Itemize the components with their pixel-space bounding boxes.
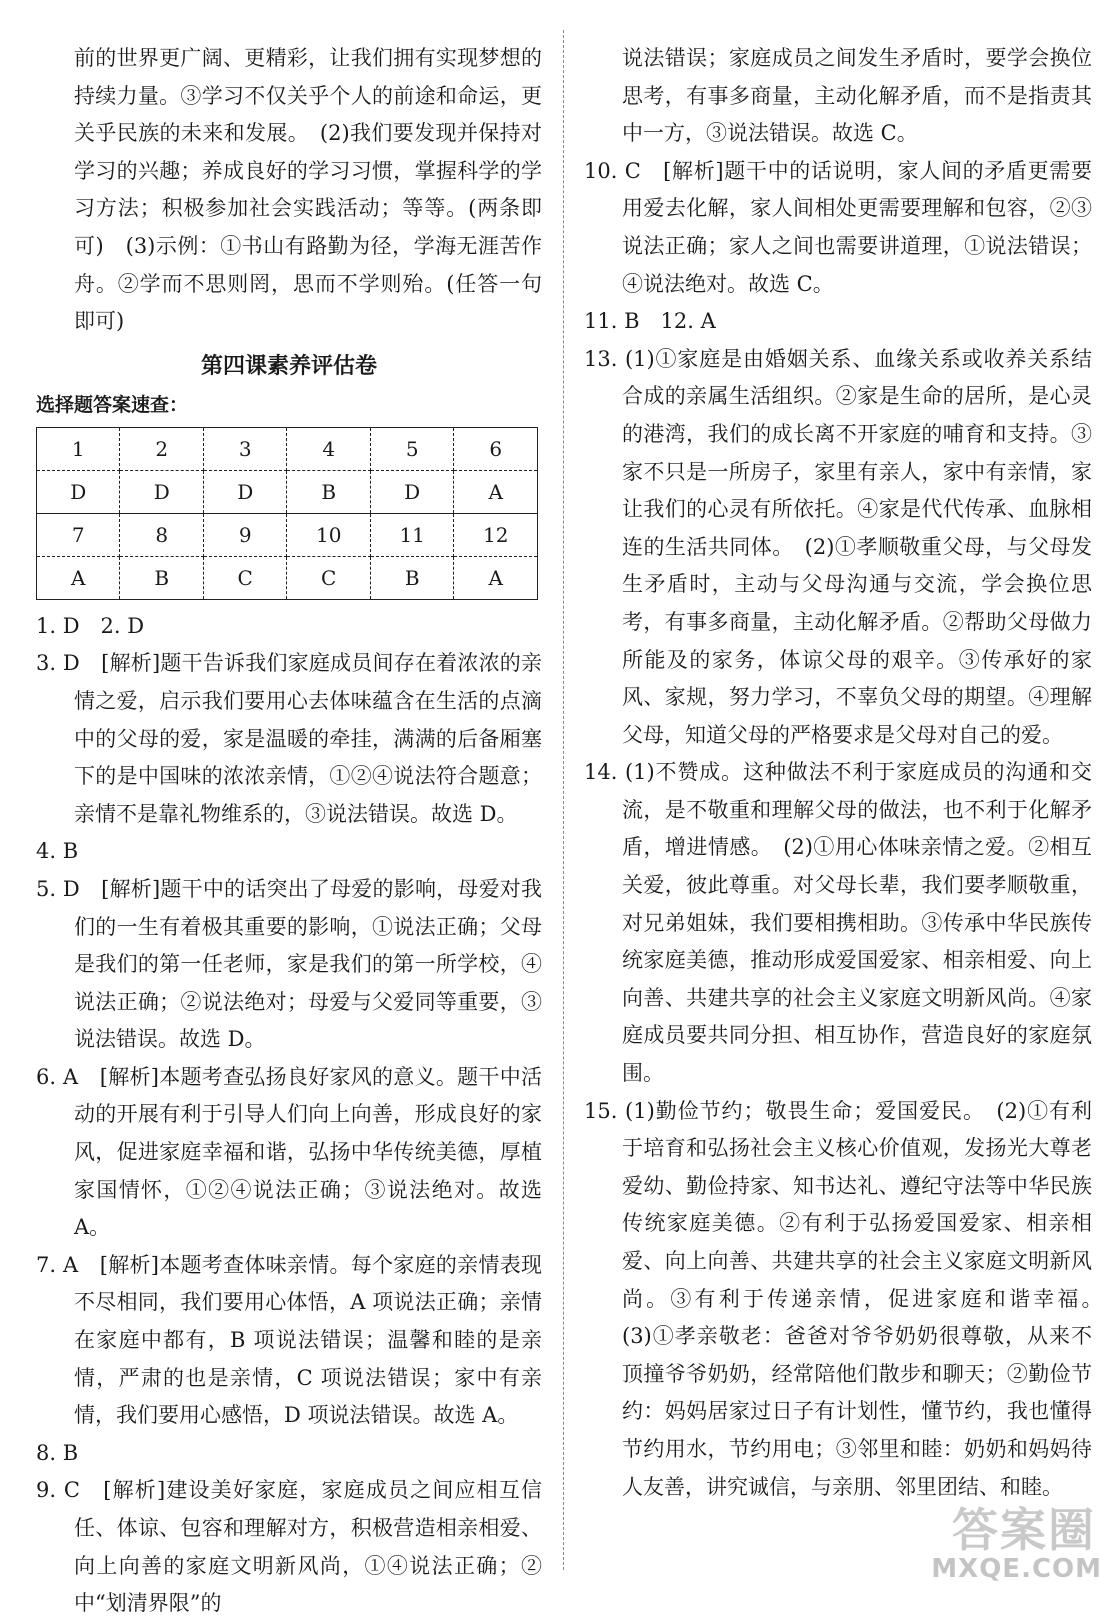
answer-table-number-row	[37, 513, 538, 556]
answer-table-cell: 11	[370, 513, 453, 556]
answer-item: 13. (1)①家庭是由婚姻关系、血缘关系或收养关系结合成的亲属生活组织。②家是生命的居所，是心灵的港湾，我们的成长离不开家庭的哺育和支持。③家不只是一所房子，家里有亲人，家中有亲情，家让我们的心灵有所依托。④家是代代传承、血脉相连的生活共同体。 (2)①孝顺敬重父母，与父母发生矛盾时，主动与父母沟通与交流，学会换位思考，有事多商量，主动化解矛盾。②帮助父母做力所能及的家务，体谅父母的艰辛。③传承好的家风、家规，努力学习，不辜负父母的期望。④理解父母，知道父母的严格要求是父母对自己的爱。	[584, 346, 1092, 747]
answer-table-cell: D	[203, 470, 286, 513]
answer-table-cell: 7	[37, 513, 120, 556]
answer-table-cell: B	[120, 556, 203, 599]
answer-item: 14. (1)不赞成。这种做法不利于家庭成员的沟通和交流，是不敬重和理解父母的做法，也不利于化解矛盾，增进情感。 (2)①用心体味亲情之爱。②相互关爱，彼此尊重。对父母长辈，我们要孝顺敬重，对兄弟姐妹，我们要相携相助。③传承中华民族传统家庭美德，推动形成爱国爱家、相亲相爱、向上向善、共建共享的社会主义家庭文明新风尚。④家庭成员要共同分担、相互协作，营造良好的家庭氛围。	[584, 760, 1092, 1086]
answer-table-answer-row	[37, 470, 538, 513]
answer-table-cell: A	[454, 556, 538, 599]
answer-table-cell: 5	[370, 427, 453, 470]
answer-item: 15. (1)勤俭节约；敬畏生命；爱国爱民。 (2)①有利于培育和弘扬社会主义核心价值观，发扬光大尊老爱幼、勤俭持家、知书达礼、遵纪守法等中华民族传统家庭美德。②有利于弘扬爱国爱家、相亲相爱、向上向善、共建共享的社会主义家庭文明新风尚。③有利于传递亲情，促进家庭和谐幸福。 (3)①孝亲敬老：爸爸对爷爷奶奶很尊敬，从来不顶撞爷爷奶奶，经常陪他们散步和聊天；②勤俭节约：妈妈居家过日子有计划性，懂节约，我也懂得节约用水，节约用电；③邻里和睦：奶奶和妈妈待人友善，讲究诚信，与亲朋、邻里团结、和睦。	[584, 1098, 1113, 1499]
answer-table-cell: B	[287, 470, 370, 513]
answer-table-cell: D	[120, 470, 203, 513]
answer-table-cell: 8	[120, 513, 203, 556]
section-title: 第四课素养评估卷	[200, 353, 377, 379]
answer-table-cell: A	[37, 556, 120, 599]
answer-table-cell: D	[37, 470, 120, 513]
answer-table-cell: 1	[37, 427, 120, 470]
right-column	[584, 40, 1113, 1506]
answer-item: 9. C [解析]建设美好家庭，家庭成员之间应相互信任、体谅、包容和理解对方，积极营造相亲相爱、向上向善的家庭文明新风尚，①④说法正确；②中“划清界限”的	[36, 1478, 542, 1616]
answer-item: 4. B	[36, 839, 79, 864]
answer-table-cell: C	[203, 556, 286, 599]
intro-paragraph: 前的世界更广阔、更精彩，让我们拥有实现梦想的持续力量。③学习不仅关乎个人的前途和命运，更关乎民族的未来和发展。 (2)我们要发现并保持对学习的兴趣；养成良好的学习习惯，掌握科学的学习方法；积极参加社会实践活动；等等。(两条即可) (3)示例：①书山有路勤为径，学海无涯苦作舟。②学而不思则罔，思而不学则殆。(任答一句即可)	[74, 46, 542, 334]
answer-table-cell: B	[370, 556, 453, 599]
answer-table-cell: 2	[120, 427, 203, 470]
answer-table-cell: D	[370, 470, 453, 513]
answer-table-number-row	[37, 427, 538, 470]
answer-item: 11. B 12. A	[584, 309, 716, 334]
answer-item: 3. D [解析]题干告诉我们家庭成员间存在着浓浓的亲情之爱，启示我们要用心去体味蕴含在生活的点滴中的父母的爱，家是温暖的牵挂，满满的后备厢塞下的是中国味的浓浓亲情，①②④说法符合题意；亲情不是靠礼物维系的，③说法错误。故选 D。	[36, 651, 542, 826]
answer-table	[36, 427, 538, 600]
answer-item: 10. C [解析]题干中的话说明，家人间的矛盾更需要用爱去化解，家人间相处更需要理解和包容，②③说法正确；家人之间也需要讲道理，①说法错误；④说法绝对。故选 C。	[584, 158, 1092, 296]
answer-table-cell: 6	[454, 427, 538, 470]
column-divider	[563, 30, 564, 1570]
answer-subhead: 选择题答案速查：	[36, 393, 189, 416]
answer-table-cell: A	[454, 470, 538, 513]
left-column	[36, 40, 542, 1623]
answer-table-cell: 3	[203, 427, 286, 470]
answer-item: 1. D 2. D	[36, 613, 145, 638]
answer-item: 7. A [解析]本题考查体味亲情。每个家庭的亲情表现不尽相同，我们要用心体悟，A 项说法正确；亲情在家庭中都有，B 项说法错误；温馨和睦的是亲情，严肃的也是亲情，C 项说法错误；家中有亲情，我们要用心感悟，D 项说法错误。故选 A。	[36, 1252, 542, 1428]
continued-paragraph: 说法错误；家庭成员之间发生矛盾时，要学会换位思考，有事多商量，主动化解矛盾，而不是指责其中一方，③说法错误。故选 C。	[622, 46, 1092, 146]
answer-table-cell: 10	[287, 513, 370, 556]
answer-table-cell: 12	[454, 513, 538, 556]
answer-item: 5. D [解析]题干中的话突出了母爱的影响，母爱对我们的一生有着极其重要的影响，①说法正确；父母是我们的第一任老师，家是我们的第一所学校，④说法正确；②说法绝对；母爱与父爱同等重要，③说法错误。故选 D。	[36, 876, 542, 1052]
answer-item: 6. A [解析]本题考查弘扬良好家风的意义。题干中活动的开展有利于引导人们向上向善，形成良好的家风，促进家庭幸福和谐，弘扬中华传统美德，厚植家国情怀，①②④说法正确；③说法绝对。故选 A。	[36, 1064, 542, 1240]
watermark-logo-text: 答案圈	[952, 1503, 1096, 1557]
answer-item: 8. B	[36, 1440, 79, 1465]
site-watermark	[892, 1494, 1102, 1584]
watermark-url: MXQE.COM	[931, 1554, 1102, 1584]
answer-table-answer-row	[37, 556, 538, 599]
answer-table-cell: 9	[203, 513, 286, 556]
answer-table-cell: C	[287, 556, 370, 599]
answer-table-cell: 4	[287, 427, 370, 470]
